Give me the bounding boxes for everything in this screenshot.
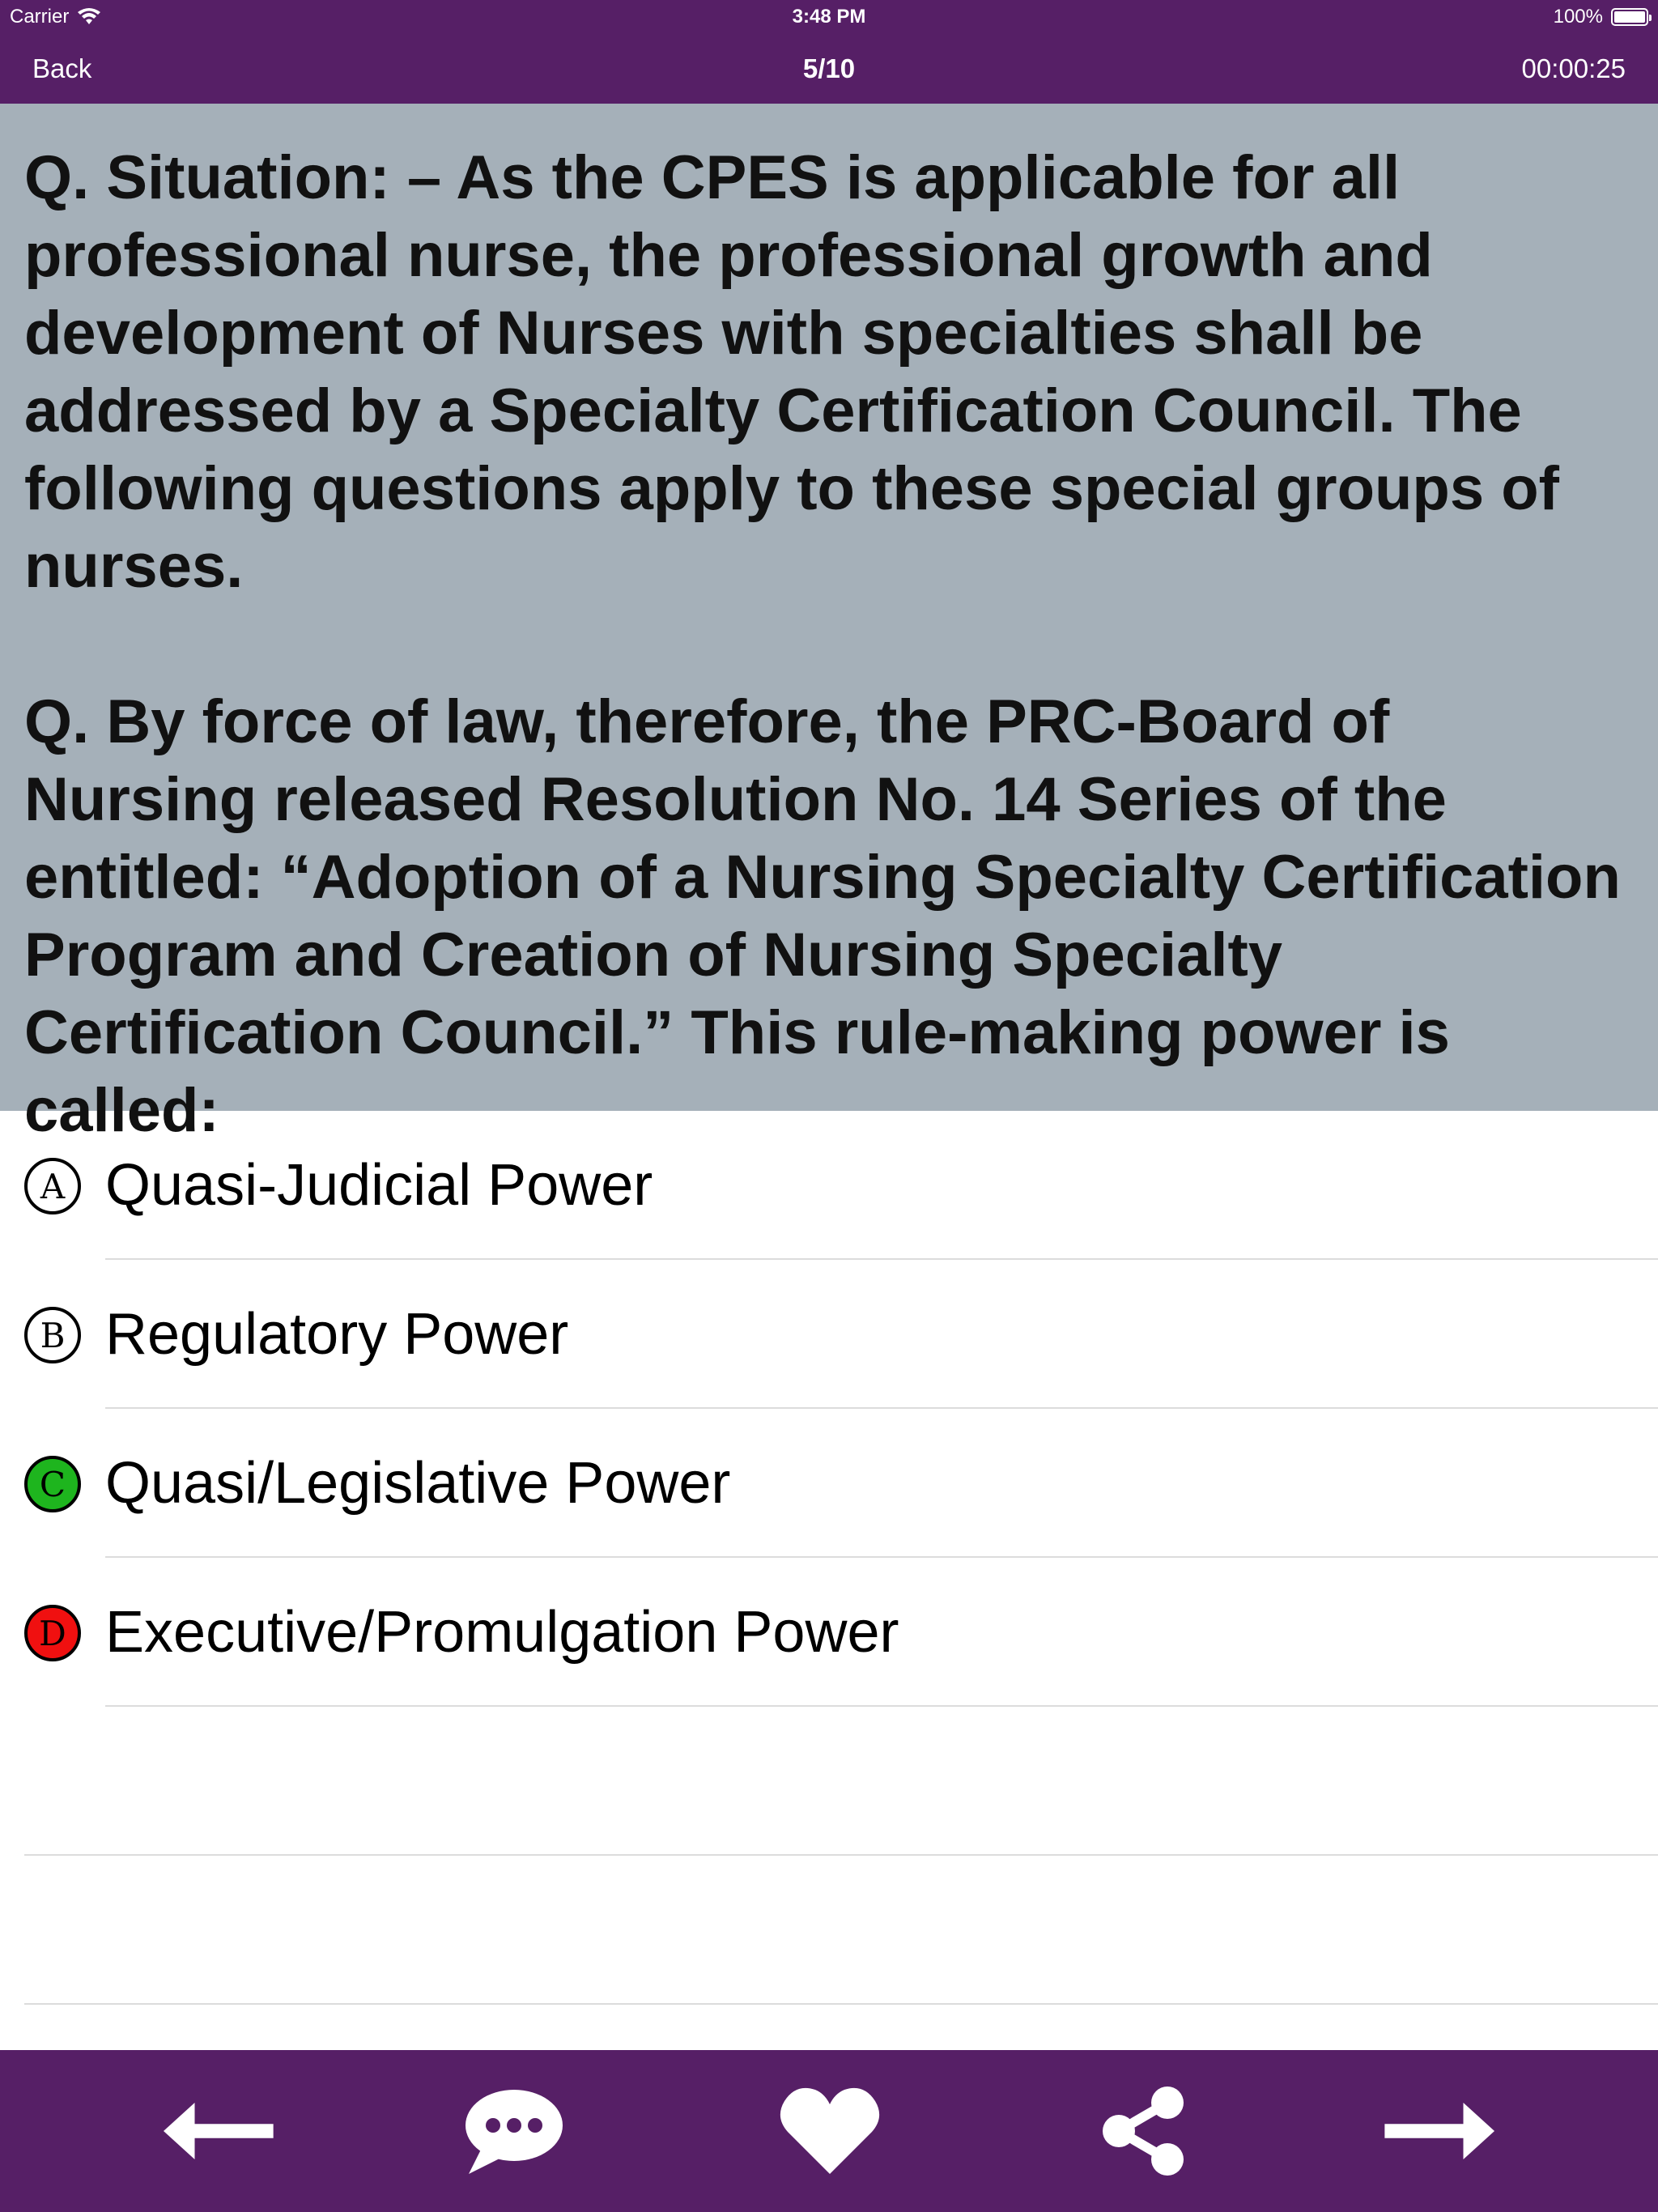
favorite-button[interactable] (773, 2074, 886, 2188)
bottom-toolbar (0, 2050, 1658, 2212)
share-icon (1099, 2087, 1188, 2176)
question-progress: 5/10 (802, 53, 856, 83)
option-a[interactable] (0, 1111, 1658, 1260)
arrow-left-icon (164, 2099, 277, 2163)
comment-button[interactable] (457, 2074, 571, 2188)
option-c-label: Quasi/Legislative Power (105, 1451, 731, 1516)
option-b-letter-icon: B (24, 1307, 81, 1363)
heart-icon (780, 2087, 880, 2176)
quiz-timer: 00:00:25 (1521, 53, 1626, 83)
row-divider (24, 2003, 1658, 2005)
option-c-letter-icon: C (24, 1456, 81, 1512)
nav-bar (0, 47, 1658, 89)
share-button[interactable] (1087, 2074, 1201, 2188)
empty-row (0, 1856, 1658, 2005)
option-b-label: Regulatory Power (105, 1302, 569, 1367)
option-d-letter-icon: D (24, 1605, 81, 1661)
status-bar (0, 0, 1658, 34)
next-button[interactable] (1381, 2074, 1494, 2188)
option-d[interactable] (0, 1558, 1658, 1707)
back-button[interactable]: Back (32, 53, 92, 83)
answer-options (0, 1111, 1658, 2005)
option-a-label: Quasi-Judicial Power (105, 1153, 653, 1218)
comment-icon (464, 2087, 564, 2176)
option-a-letter-icon: A (24, 1158, 81, 1214)
carrier-label: Carrier (10, 6, 70, 28)
top-bar (0, 0, 1658, 104)
option-c[interactable] (0, 1409, 1658, 1558)
question-text: Q. By force of law, therefore, the PRC-Board of Nursing released Resolution No. 14 Series of the entitled: “Adoption of a Nursing Specialty Certification Program and Creation of Nursing Specialty Certification Council.” This rule-making power is called: (24, 687, 1621, 1145)
battery-icon (1611, 8, 1648, 26)
arrow-right-icon (1381, 2099, 1494, 2163)
previous-button[interactable] (164, 2074, 277, 2188)
option-b[interactable] (0, 1260, 1658, 1409)
option-d-label: Executive/Promulgation Power (105, 1600, 899, 1665)
battery-indicator (1554, 6, 1648, 28)
battery-label: 100% (1553, 6, 1603, 28)
question-panel (0, 104, 1658, 1145)
empty-row (0, 1707, 1658, 1856)
status-time: 3:48 PM (792, 6, 866, 28)
question-situation: Q. Situation: – As the CPES is applicable for all professional nurse, the professional growth and development of Nurses with specialties shall be addressed by a Specialty Certification Council. The following questions apply to these special groups of nurses. (24, 143, 1559, 601)
